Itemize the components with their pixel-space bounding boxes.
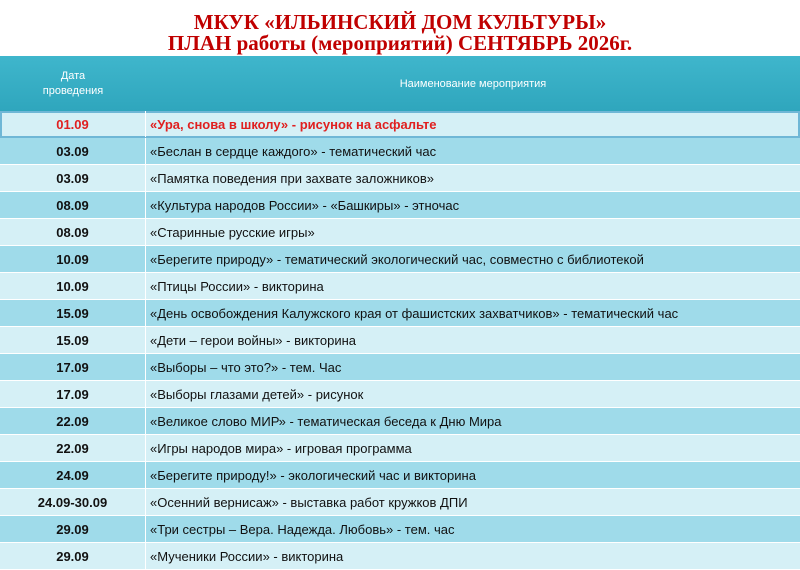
event-date: 01.09 (0, 111, 146, 137)
event-name: «Берегите природу!» - экологический час и викторина (150, 467, 476, 483)
event-date: 29.09 (0, 543, 146, 569)
title-line-plan: ПЛАН работы (мероприятий) СЕНТЯБРЬ 2026г. (167, 31, 633, 55)
event-name: «Игры народов мира» - игровая программа (150, 440, 412, 456)
table-row (0, 165, 800, 192)
header-date-line1: Дата (60, 69, 86, 82)
document-title (0, 0, 800, 58)
event-name: «Три сестры – Вера. Надежда. Любовь» - тем. час (150, 521, 455, 537)
event-date: 08.09 (0, 192, 146, 218)
table-row (0, 111, 800, 138)
table-row (0, 516, 800, 543)
event-date: 22.09 (0, 408, 146, 434)
event-date: 15.09 (0, 327, 146, 353)
table-body (0, 111, 800, 570)
table-row (0, 300, 800, 327)
event-date: 17.09 (0, 381, 146, 407)
table-row (0, 489, 800, 516)
event-name: «Осенний вернисаж» - выставка работ кружков ДПИ (150, 494, 468, 510)
event-date: 03.09 (0, 165, 146, 191)
event-name: «Берегите природу» - тематический экологический час, совместно с библиотекой (150, 251, 644, 267)
table-header (0, 56, 800, 111)
table-row (0, 354, 800, 381)
header-event-name: Наименование мероприятия (399, 77, 547, 90)
event-name: «Беслан в сердце каждого» - тематический час (150, 143, 437, 159)
table-row (0, 462, 800, 489)
title-line-organization: МКУК «ИЛЬИНСКИЙ ДОМ КУЛЬТУРЫ» (193, 10, 607, 34)
event-date: 15.09 (0, 300, 146, 326)
event-name: «Выборы глазами детей» - рисунок (150, 386, 364, 402)
event-name: «День освобождения Калужского края от фашистских захватчиков» - тематический час (150, 305, 679, 321)
table-row (0, 192, 800, 219)
table-row (0, 327, 800, 354)
event-date: 24.09 (0, 462, 146, 488)
table-row (0, 408, 800, 435)
event-date: 08.09 (0, 219, 146, 245)
table-row (0, 246, 800, 273)
table-row (0, 219, 800, 246)
table-row (0, 543, 800, 570)
event-date: 22.09 (0, 435, 146, 461)
event-date: 10.09 (0, 273, 146, 299)
event-name: «Памятка поведения при захвате заложников» (150, 170, 434, 186)
header-date (0, 56, 146, 111)
event-date: 03.09 (0, 138, 146, 164)
event-date: 29.09 (0, 516, 146, 542)
table-row (0, 273, 800, 300)
event-date: 24.09-30.09 (0, 489, 146, 515)
event-name: «Ура, снова в школу» - рисунок на асфальте (150, 116, 437, 132)
event-date: 17.09 (0, 354, 146, 380)
event-name: «Выборы – что это?» - тем. Час (150, 359, 342, 375)
table-row (0, 381, 800, 408)
event-name: «Дети – герои войны» - викторина (150, 332, 357, 348)
event-name: «Старинные русские игры» (150, 224, 315, 240)
event-name: «Мученики России» - викторина (150, 548, 344, 564)
event-name: «Культура народов России» - «Башкиры» - этночас (150, 197, 460, 213)
header-date-line2: проведения (42, 84, 104, 97)
event-date: 10.09 (0, 246, 146, 272)
events-table (0, 56, 800, 569)
event-name: «Птицы России» - викторина (150, 278, 324, 294)
event-name: «Великое слово МИР» - тематическая беседа к Дню Мира (150, 413, 502, 429)
table-row (0, 138, 800, 165)
table-row (0, 435, 800, 462)
